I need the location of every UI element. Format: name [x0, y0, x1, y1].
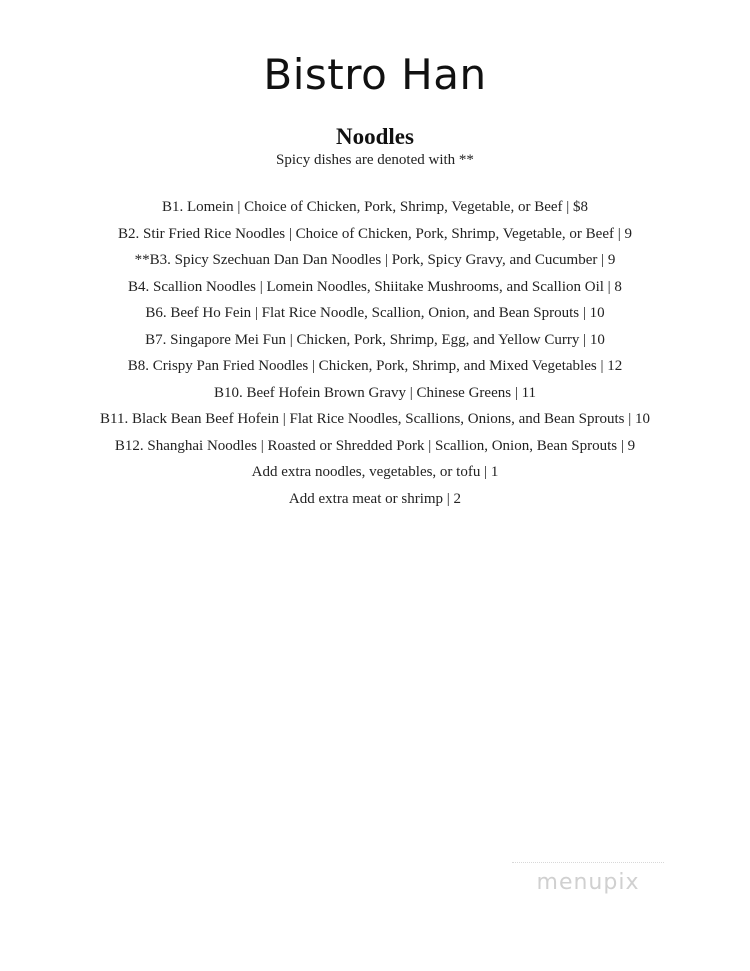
- menu-item-b3: **B3. Spicy Szechuan Dan Dan Noodles | Pork, Spicy Gravy, and Cucumber | 9: [134, 252, 616, 268]
- menu-item-list: [0, 194, 750, 512]
- menu-item-b10: B10. Beef Hofein Brown Gravy | Chinese Greens | 11: [213, 384, 537, 401]
- menupix-watermark: [512, 862, 664, 895]
- section-title: Noodles: [336, 124, 414, 149]
- menu-item-b4: B4. Scallion Noodles | Lomein Noodles, Shiitake Mushrooms, and Scallion Oil | 8: [128, 278, 622, 295]
- restaurant-name: Bistro Han: [263, 50, 487, 99]
- spicy-note: Spicy dishes are denoted with **: [276, 152, 474, 168]
- menu-item-b8: B8. Crispy Pan Fried Noodles | Chicken, Pork, Shrimp, and Mixed Vegetables | 12: [127, 358, 623, 374]
- watermark-divider: [512, 862, 664, 864]
- add-on-noodles-vegetables-tofu: Add extra noodles, vegetables, or tofu | 1: [251, 464, 499, 480]
- watermark-logo-text: menupix: [536, 870, 640, 895]
- menu-item-b6: B6. Beef Ho Fein | Flat Rice Noodle, Scallion, Onion, and Bean Sprouts | 10: [145, 305, 605, 321]
- add-on-meat-shrimp: Add extra meat or shrimp | 2: [288, 490, 462, 507]
- menu-item-b2: B2. Stir Fried Rice Noodles | Choice of Chicken, Pork, Shrimp, Vegetable, or Beef | 9: [118, 225, 632, 242]
- menu-item-b7: B7. Singapore Mei Fun | Chicken, Pork, Shrimp, Egg, and Yellow Curry | 10: [145, 331, 605, 348]
- menu-item-b12: B12. Shanghai Noodles | Roasted or Shredded Pork | Scallion, Onion, Bean Sprouts | 9: [114, 437, 636, 454]
- menu-item-b11: B11. Black Bean Beef Hofein | Flat Rice Noodles, Scallions, Onions, and Bean Sprouts | 10: [100, 411, 650, 427]
- menu-item-b1: B1. Lomein | Choice of Chicken, Pork, Shrimp, Vegetable, or Beef | $8: [161, 199, 589, 215]
